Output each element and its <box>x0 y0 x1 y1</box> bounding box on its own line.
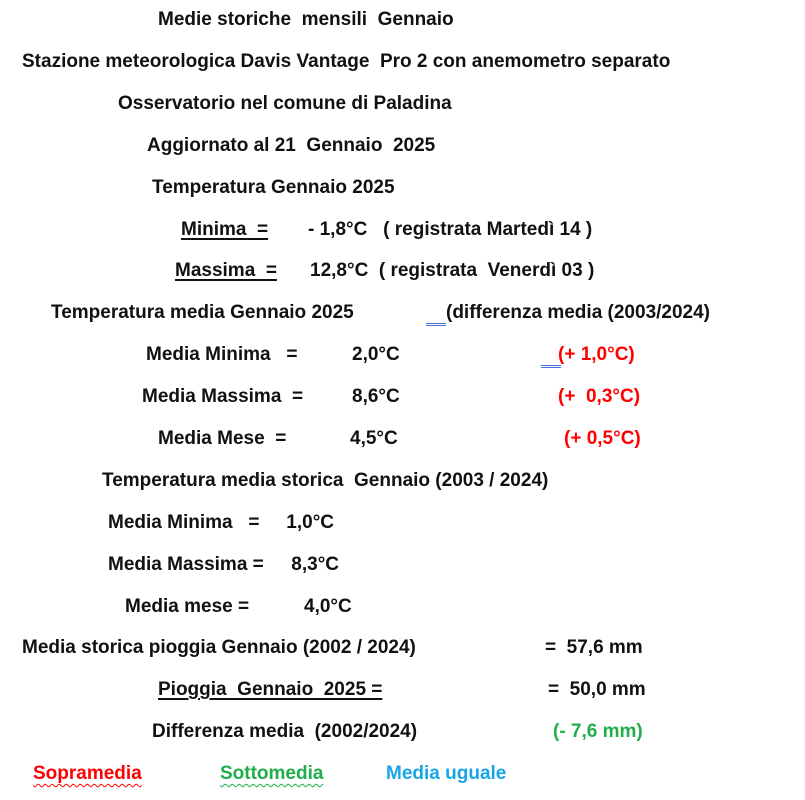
rain-historical-value: = 57,6 mm <box>545 637 643 658</box>
max-label: Massima = <box>175 260 277 281</box>
difference-title: (differenza media (2003/2024) <box>446 302 711 323</box>
mean-month-label: Media Mese = <box>158 428 287 449</box>
mean-max-value: 8,6°C <box>352 386 400 407</box>
rain-historical-label: Media storica pioggia Gennaio (2002 / 2024) <box>22 637 416 658</box>
legend-below-average: Sottomedia <box>220 763 324 784</box>
hist-min-value: 1,0°C <box>281 512 335 533</box>
page-title: Medie storiche mensili Gennaio <box>158 9 454 30</box>
min-value: - 1,8°C ( registrata Martedì 14 ) <box>308 219 593 240</box>
legend-above-average: Sopramedia <box>33 763 142 784</box>
legend-equal-average: Media uguale <box>386 763 507 784</box>
mean-month-diff: (+ 0,5°C) <box>564 428 641 449</box>
rain-diff-label: Differenza media (2002/2024) <box>152 721 418 742</box>
temperature-mean-title: Temperatura media Gennaio 2025 <box>51 302 354 323</box>
hist-max-value: 8,3°C <box>286 554 340 575</box>
rain-month-value: = 50,0 mm <box>548 679 646 700</box>
max-value: 12,8°C ( registrata Venerdì 03 ) <box>310 260 595 281</box>
mean-min-value: 2,0°C <box>352 344 400 365</box>
station-description: Stazione meteorologica Davis Vantage Pro 2 con anemometro separato <box>22 51 671 72</box>
min-label: Minima = <box>181 219 269 240</box>
update-date: Aggiornato al 21 Gennaio 2025 <box>147 135 436 156</box>
historical-title: Temperatura media storica Gennaio (2003 / 2024) <box>102 470 549 491</box>
mean-min-diff: (+ 1,0°C) <box>558 344 635 365</box>
hist-month-value: 4,0°C <box>304 596 352 617</box>
rain-diff-value: (- 7,6 mm) <box>553 721 643 742</box>
hist-max-label: Media Massima = <box>108 554 264 575</box>
underline-mark <box>426 323 446 326</box>
mean-min-label: Media Minima = <box>146 344 298 365</box>
mean-max-diff: (+ 0,3°C) <box>558 386 641 407</box>
rain-month-label: Pioggia Gennaio 2025 = <box>158 679 383 700</box>
mean-max-label: Media Massima = <box>142 386 304 407</box>
observatory-location: Osservatorio nel comune di Paladina <box>118 93 452 114</box>
temperature-month-title: Temperatura Gennaio 2025 <box>152 177 395 198</box>
mean-month-value: 4,5°C <box>350 428 398 449</box>
hist-month-label: Media mese = <box>125 596 250 617</box>
hist-min-label: Media Minima = <box>108 512 260 533</box>
